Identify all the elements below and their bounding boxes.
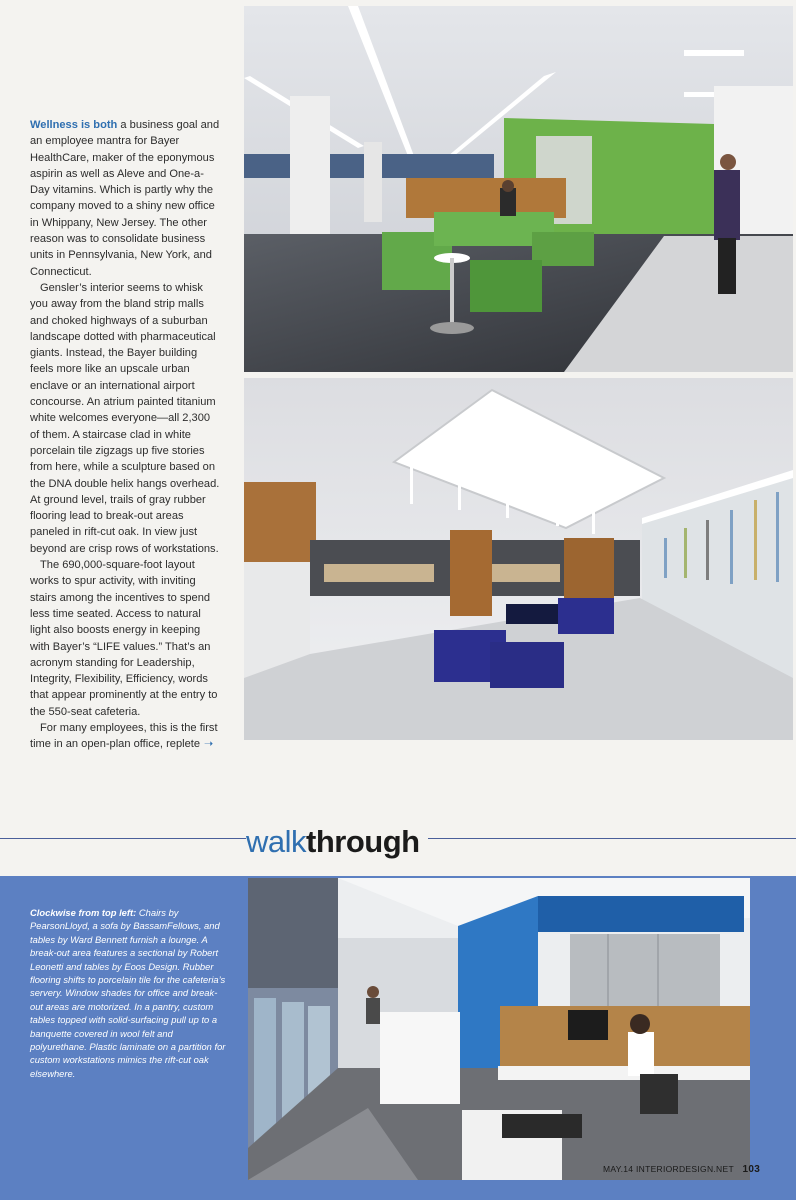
footer-issue: MAY.14 [603,1164,634,1174]
page-footer [603,1164,760,1175]
section-title [246,822,428,862]
caption-text: Chairs by PearsonLloyd, a sofa by BassamFellows, and tables by Ward Bennett furnish a lounge. A break-out area features a sectional by Robert Leonetti and tables by Eoos Design. Rubber flooring shifts to porcelain tile for the cafeteria’s servery. Window shades for office and break-out areas are motorized. In a pantry, custom tables topped with solid-surfacing pull up to a banquette covered in wool felt and polyurethane. Plastic laminate on a partition for custom workstations mimics the rift-cut oak elsewhere. [30,907,226,1079]
photo-caption [30,906,228,1080]
article-paragraph-4-text: For many employees, this is the first time in an open-plan office, replete [30,721,218,751]
article-body [30,117,222,753]
photo-cafeteria-entry [244,378,793,740]
section-title-walk: walk [246,824,307,859]
article-paragraph-4 [30,720,222,753]
photo-green-lounge-art [244,6,793,372]
footer-page-number: 103 [742,1164,761,1175]
photo-cafeteria-entry-art [244,378,793,740]
article-paragraph-3: The 690,000-square-foot layout works to spur activity, with inviting stairs among the incentives to spend less time seated. Access to natural light also boosts energy in keeping with Bayer’s “LIFE values.” That’s an acronym standing for Leadership, Integrity, Flexibility, Efficiency, words that appear prominently at the entry to the 550-seat cafeteria. [30,559,218,718]
article-paragraph-1-text: a business goal and an employee mantra for Bayer HealthCare, maker of the eponymous aspirin as well as Aleve and One-a-Day vitamins. Which is partly why the company moved to a shiny new office in Whippany, New Jersey. The other reason was to consolidate business units in Pennsylvania, New York, and Connecticut. [30,119,220,278]
caption-lead-in: Clockwise from top left: [30,907,137,918]
photo-pantry-workstation-art [248,878,750,1180]
photo-pantry-workstation [248,878,750,1180]
photo-green-lounge [244,6,793,372]
article-paragraph-2: Gensler’s interior seems to whisk you away from the bland strip malls and choked highways of a suburban landscape dotted with pharmaceutical giants. Instead, the Bayer building feels more like an upscale urban enclave or an international airport concourse. An atrium painted titanium white welcomes everyone—all 2,300 of them. A staircase clad in white porcelain tile zigzags up five stories from here, while a sculpture based on the DNA double helix hangs overhead. At ground level, trails of gray rubber flooring lead to break-out areas paneled in rift-cut oak. In view just beyond are crisp rows of workstations. [30,281,220,555]
article-paragraph-1 [30,117,222,280]
continued-arrow-icon: ➝ [204,738,214,751]
section-title-through: through [306,824,420,859]
footer-site: INTERIORDESIGN.NET [635,1164,734,1174]
article-lead-in: Wellness is both [30,119,118,131]
